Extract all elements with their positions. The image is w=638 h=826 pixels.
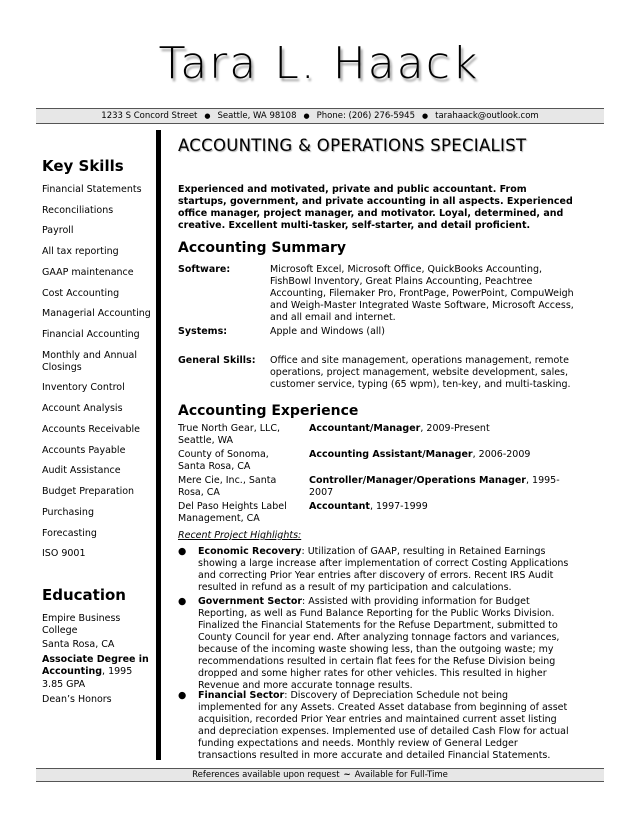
key-skills-title: Key Skills <box>42 157 124 175</box>
bullet-icon: ● <box>178 690 187 701</box>
gpa: 3.85 GPA <box>42 679 86 690</box>
skill-item: ISO 9001 <box>42 548 86 559</box>
skill-item: Payroll <box>42 225 74 236</box>
job-title: Accounting Assistant/Manager <box>309 449 473 460</box>
separator-dot: ● <box>204 112 211 120</box>
highlight-body: : Assisted with providing information for Budget Reporting, as well as Fund Balance Reporting for the Public Works Division. Finalized the Financial Statements for the Refuse Department, submitted to County Council for year end. After analyzing tonnage factors and variances, because of the incoming waste showing less, than the outgoing waste; my recommendations resulted in certain flat fees for the Refuse Division being dropped and some higher rates for other vehicles. This resulted in higher Revenue and more accurate tonnage results. <box>198 596 560 691</box>
job-title: Accountant/Manager <box>309 423 421 434</box>
skill-item: Managerial Accounting <box>42 308 151 319</box>
highlight-lead: Economic Recovery <box>198 546 302 557</box>
headline: ACCOUNTING & OPERATIONS SPECIALIST <box>178 136 527 155</box>
job-title: Accountant <box>309 501 370 512</box>
job-dates: , 1995-2007 <box>309 475 560 498</box>
job-title-line <box>309 423 574 435</box>
job-dates: , 2009-Present <box>420 423 490 434</box>
general-skills-label: General Skills: <box>178 355 256 366</box>
job-dates: , 2006-2009 <box>472 449 531 460</box>
job-title: Controller/Manager/Operations Manager <box>309 475 526 486</box>
education-title: Education <box>42 586 126 604</box>
highlight-body: : Discovery of Depreciation Schedule not being implemented for any Assets. Created Asset database from beginning of asset acquisition, recorded Prior Year entries and maintained current asset listing and depreciation expenses. Implemented use of detailed Cash Flow for actual funding expectations and needs. Monthly review of General Ledger transactions resulted in more accurate and detailed Financial Statements. <box>198 690 569 761</box>
email-link[interactable]: tarahaack@outlook.com <box>435 111 539 121</box>
skill-item: Accounts Receivable <box>42 424 141 435</box>
degree <box>42 654 154 678</box>
footer-bar <box>36 768 604 782</box>
footer-availability: Available for Full-Time <box>354 770 448 780</box>
skill-item: Purchasing <box>42 507 94 518</box>
skill-item: Audit Assistance <box>42 465 121 476</box>
key-skills-section <box>42 157 154 175</box>
honors: Dean’s Honors <box>42 694 112 705</box>
bullet-icon: ● <box>178 596 187 607</box>
bullet-icon: ● <box>178 546 187 557</box>
highlight-text <box>198 596 574 692</box>
skill-item: GAAP maintenance <box>42 267 134 278</box>
highlight-lead: Financial Sector <box>198 690 285 701</box>
vertical-divider <box>156 130 161 760</box>
systems-label: Systems: <box>178 326 228 337</box>
job-dates: , 1997-1999 <box>369 501 428 512</box>
experience-title: Accounting Experience <box>178 403 359 419</box>
summary-title: Accounting Summary <box>178 240 347 256</box>
education-section <box>42 586 154 604</box>
skill-item: All tax reporting <box>42 246 119 257</box>
skill-item: Financial Statements <box>42 184 142 195</box>
skill-item: Budget Preparation <box>42 486 135 497</box>
highlight-text <box>198 546 574 594</box>
software-value: Microsoft Excel, Microsoft Office, QuickBooks Accounting, FishBowl Inventory, Great Plains Accounting, Peachtree Accounting, Filemaker Pro, FrontPage, PowerPoint, CompuWeigh and Weigh-Master Integrated Waste Software, Microsoft Access, and all email and internet. <box>270 264 574 323</box>
separator-dot: ● <box>422 112 429 120</box>
highlight-body: : Utilization of GAAP, resulting in Retained Earnings showing a large increase after implementation of correct Costing Applications and correcting Prior Year entries after discovery of errors. Recent IRS Audit resulted in refund as a result of my participation and calculations. <box>198 546 569 593</box>
city: Seattle, WA 98108 <box>217 111 297 121</box>
job-company: Del Paso Heights Label Management, CA <box>178 501 287 524</box>
job-company: Mere Cie, Inc., Santa Rosa, CA <box>178 475 277 498</box>
candidate-name: Tara L. Haack <box>158 38 480 89</box>
phone: Phone: (206) 276-5945 <box>316 111 415 121</box>
school-location: Santa Rosa, CA <box>42 639 115 650</box>
software-label: Software: <box>178 264 231 275</box>
address: 1233 S Concord Street <box>101 111 198 121</box>
skill-item: Financial Accounting <box>42 329 140 340</box>
highlight-lead: Government Sector <box>198 596 303 607</box>
skill-item: Accounts Payable <box>42 445 126 456</box>
degree-name: Associate Degree in Accounting <box>42 654 149 677</box>
degree-year: , 1995 <box>102 666 133 677</box>
skill-item: Cost Accounting <box>42 288 120 299</box>
contact-bar <box>36 108 604 124</box>
skill-item: Account Analysis <box>42 403 123 414</box>
job-company: True North Gear, LLC, Seattle, WA <box>178 423 280 446</box>
intro-paragraph: Experienced and motivated, private and public accountant. From startups, government, and private accounting in all aspects. Experienced office manager, project manager, and motivator. Loyal, determined, and creative. Excellent multi-tasker, self-starter, and detail proficient. <box>178 184 573 231</box>
job-title-line <box>309 449 574 461</box>
skill-item: Monthly and Annual Closings <box>42 350 137 373</box>
highlight-text <box>198 690 574 762</box>
systems-value: Apple and Windows (all) <box>270 326 385 337</box>
skill-item: Forecasting <box>42 528 97 539</box>
school-name: Empire Business College <box>42 613 121 636</box>
skill-item: Inventory Control <box>42 382 125 393</box>
job-title-line <box>309 475 574 499</box>
separator-dot: ● <box>303 112 310 120</box>
general-skills-value: Office and site management, operations management, remote operations, project management, website development, sales, customer service, typing (65 wpm), ten-key, and multi-tasking. <box>270 355 571 390</box>
footer-separator: ~ <box>343 770 351 780</box>
job-title-line <box>309 501 574 513</box>
job-company: County of Sonoma, Santa Rosa, CA <box>178 449 269 472</box>
footer-references: References available upon request <box>192 770 340 780</box>
recent-highlights-label: Recent Project Highlights: <box>178 530 302 541</box>
skill-item: Reconciliations <box>42 205 114 216</box>
